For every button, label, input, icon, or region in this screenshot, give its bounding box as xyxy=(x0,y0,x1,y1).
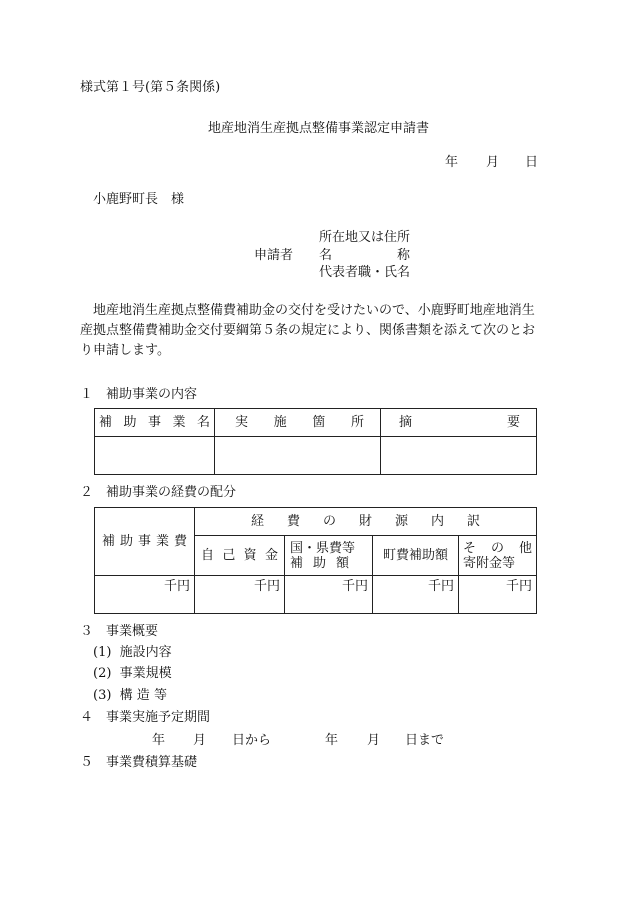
section-4-title: 事業実施予定期間 xyxy=(106,710,211,725)
period-to-year: 年 xyxy=(325,733,339,748)
header-location: 実 施 箇 所 xyxy=(215,409,381,437)
applicant-address-label: 所在地又は住所 xyxy=(319,230,411,245)
period-from-day: 日から xyxy=(232,733,272,748)
cell-project-cost[interactable]: 千円 xyxy=(95,576,195,614)
section-1-number: １ xyxy=(80,387,94,402)
section-3-item-1: (1) 施設内容 xyxy=(93,645,172,660)
cell-town-subsidy[interactable]: 千円 xyxy=(373,576,459,614)
section-2-title: 補助事業の経費の配分 xyxy=(106,485,237,500)
section-2-number: ２ xyxy=(80,485,94,500)
project-content-table xyxy=(94,408,537,475)
applicant-name-label-2: 称 xyxy=(397,248,411,263)
cell-location[interactable] xyxy=(215,437,381,475)
form-number: 様式第１号(第５条関係) xyxy=(80,80,221,95)
period-to-day: 日まで xyxy=(405,733,445,748)
section-1-title: 補助事業の内容 xyxy=(106,387,198,402)
header-own-funds: 自 己 資 金 xyxy=(195,536,285,576)
section-3-item-2: (2) 事業規模 xyxy=(93,666,172,681)
applicant-label: 申請者 xyxy=(254,248,294,263)
cell-other-donations[interactable]: 千円 xyxy=(459,576,537,614)
date-month: 月 xyxy=(486,155,500,170)
header-national-prefectural: 国・県費等 補 助 額 xyxy=(285,536,373,576)
period-to-month: 月 xyxy=(367,733,381,748)
section-3-title: 事業概要 xyxy=(106,624,159,639)
body-line-1: 地産地消生産拠点整備費補助金の交付を受けたいので、小鹿野町地産地消生 xyxy=(93,303,535,318)
header-project-cost: 補 助 事 業 費 xyxy=(95,508,195,576)
applicant-representative-label: 代表者職・氏名 xyxy=(319,265,411,280)
header-summary: 摘 要 xyxy=(381,409,537,437)
cell-own-funds[interactable]: 千円 xyxy=(195,576,285,614)
date-year: 年 xyxy=(445,155,459,170)
section-3-item-3: (3) 構 造 等 xyxy=(93,688,167,703)
section-3-number: ３ xyxy=(80,624,94,639)
section-5-number: ５ xyxy=(80,755,94,770)
section-5-title: 事業費積算基礎 xyxy=(106,755,198,770)
cell-summary[interactable] xyxy=(381,437,537,475)
date-day: 日 xyxy=(525,155,539,170)
header-funding-breakdown: 経 費 の 財 源 内 訳 xyxy=(195,508,537,536)
header-town-subsidy: 町費補助額 xyxy=(373,536,459,576)
body-line-2: 産拠点整備費補助金交付要綱第５条の規定により、関係書類を添えて次のとお xyxy=(80,323,536,338)
page-title: 地産地消生産拠点整備事業認定申請書 xyxy=(208,121,430,136)
cell-national-prefectural[interactable]: 千円 xyxy=(285,576,373,614)
period-from-month: 月 xyxy=(193,733,207,748)
cost-allocation-table xyxy=(94,507,537,614)
applicant-name-label-1: 名 xyxy=(319,248,333,263)
header-other-donations: そ の 他 寄附金等 xyxy=(459,536,537,576)
addressee: 小鹿野町長 様 xyxy=(93,192,185,207)
cell-project-name[interactable] xyxy=(95,437,215,475)
header-project-name: 補 助 事 業 名 xyxy=(95,409,215,437)
period-from-year: 年 xyxy=(152,733,166,748)
section-4-number: ４ xyxy=(80,710,94,725)
body-line-3: り申請します。 xyxy=(80,343,170,358)
